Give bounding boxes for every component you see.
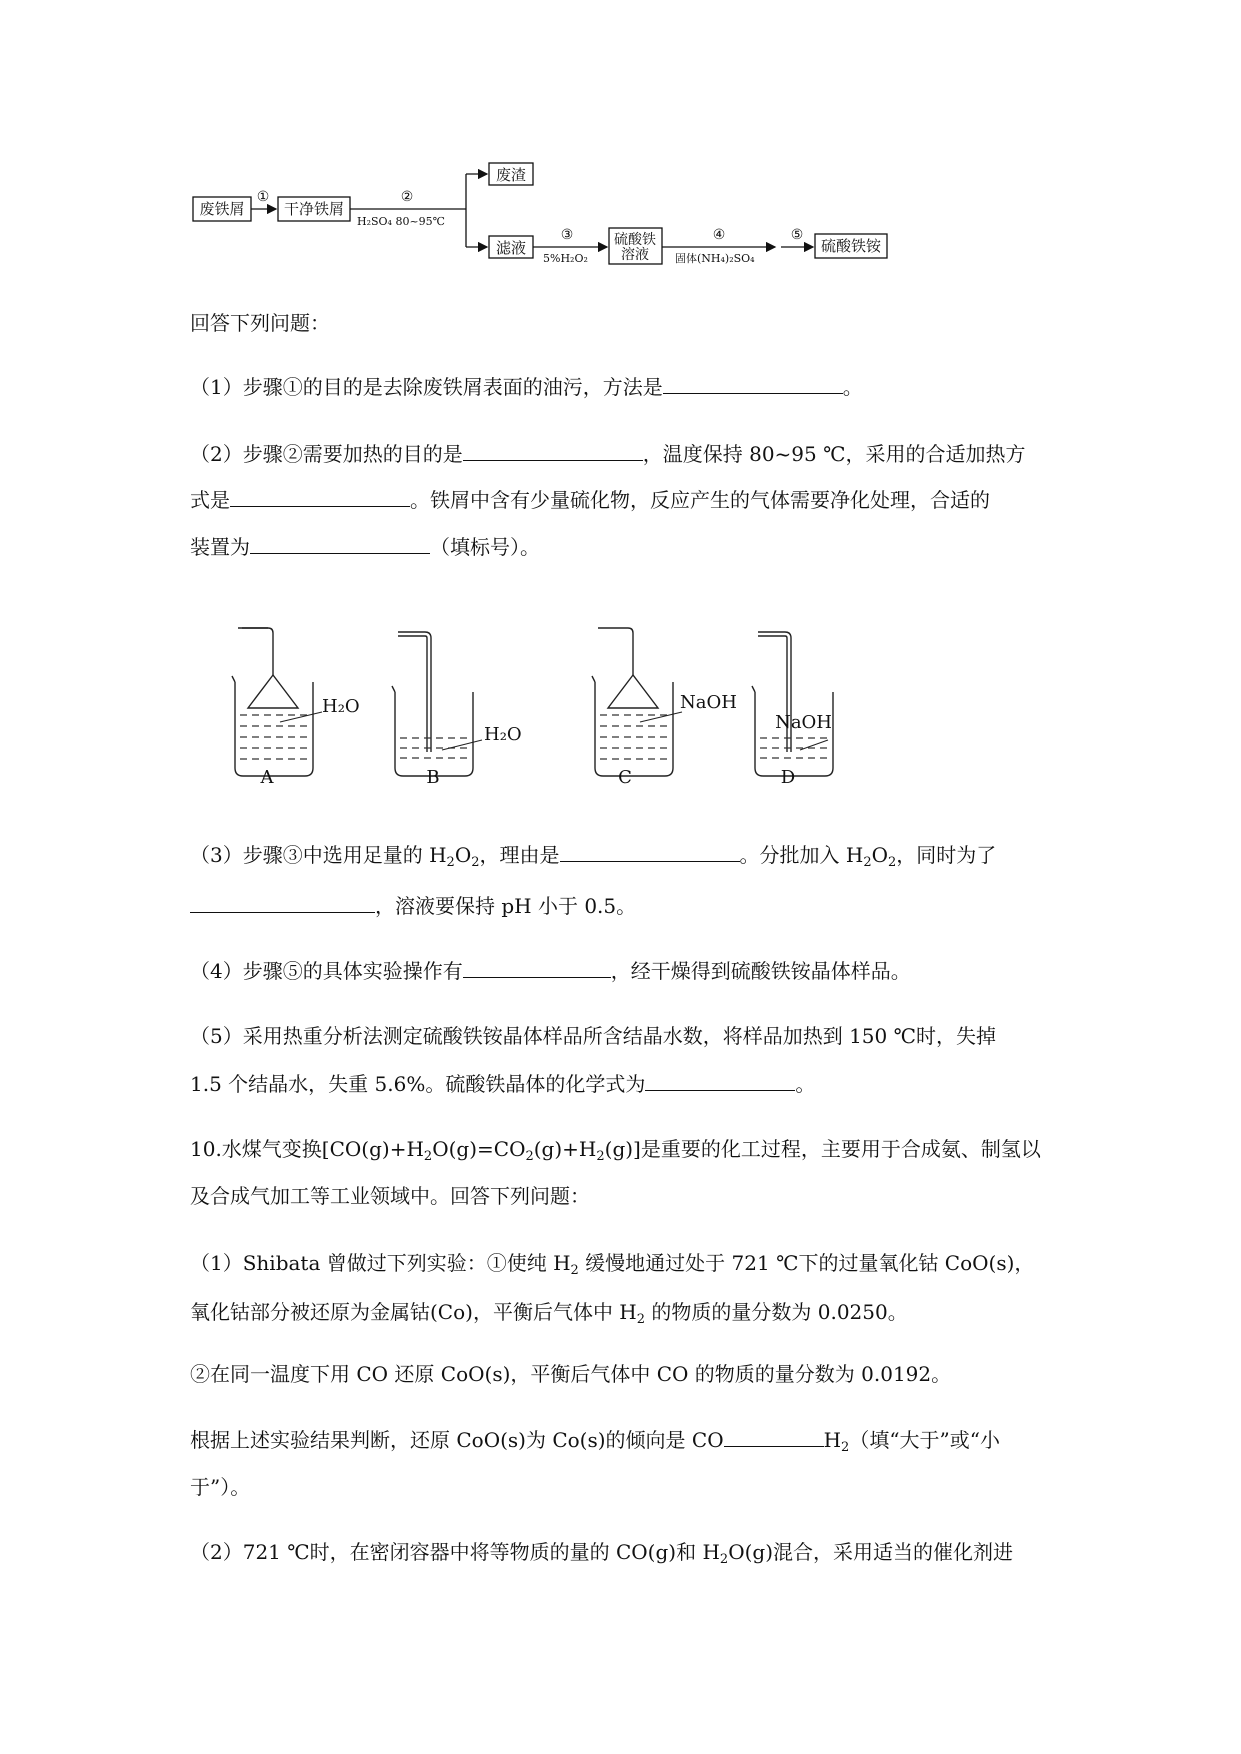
question-2-line-1: （2）步骤②需要加热的目的是 ，温度保持 80~95 ℃，采用的合适加热方: [190, 442, 1026, 466]
box-waste-iron-label: 废铁屑: [199, 200, 245, 218]
problem-10-q1-line-3: ②在同一温度下用 CO 还原 CoO(s)，平衡后气体中 CO 的物质的量分数为 0.0192。: [190, 1362, 952, 1386]
step-1-marker: ①: [256, 189, 270, 205]
question-3-line-1: （3）步骤③中选用足量的 $H_2O_2$，理由是 。分批加入 $H_2O_2$，同时为了: [190, 843, 997, 870]
problem-10-line-1: 10.水煤气变换$[CO(g)+H_2O(g)=CO_2(g)+H_2(g)]$是重要的化工过程，主要用于合成氨、制氢以: [190, 1137, 1041, 1164]
step-4-condition: 固体(NH₄)₂SO₄: [675, 252, 755, 265]
answer-blank[interactable]: [663, 373, 843, 394]
intro-text: 回答下列问题：: [190, 311, 330, 335]
step-5-marker: ⑤: [790, 227, 804, 243]
question-2-line-3: 装置为 （填标号）。: [190, 535, 540, 559]
step-4-marker: ④: [712, 227, 726, 243]
gas-absorption-apparatus: [220, 620, 840, 800]
problem-10-q1-line-2: 氧化钴部分被还原为金属钴(Co)，平衡后气体中 $H_2$ 的物质的量分数为 0.0250。: [190, 1300, 908, 1327]
problem-10-line-2: 及合成气加工等工业领域中。回答下列问题：: [190, 1184, 590, 1208]
question-5-line-1: （5）采用热重分析法测定硫酸铁铵晶体样品所含结晶水数，将样品加热到 150 ℃时，失掉: [190, 1024, 996, 1048]
answer-blank[interactable]: [645, 1070, 795, 1091]
box-iron-sulfate-label-1: 硫酸铁: [614, 232, 656, 248]
apparatus-c-reagent: NaOH: [680, 692, 737, 713]
box-iron-sulfate-label-2: 溶液: [621, 247, 649, 263]
question-3-line-2: ，溶液要保持 pH 小于 0.5。: [190, 892, 636, 920]
answer-blank[interactable]: [560, 841, 740, 862]
question-1: （1）步骤①的目的是去除废铁屑表面的油污，方法是 。: [190, 375, 863, 399]
answer-blank[interactable]: [463, 957, 611, 978]
step-2-condition: H₂SO₄ 80~95℃: [357, 215, 445, 228]
question-5-line-2: 1.5 个结晶水，失重 5.6%。硫酸铁晶体的化学式为 。: [190, 1072, 816, 1096]
answer-blank[interactable]: [250, 533, 430, 554]
apparatus-a-reagent: H₂O: [322, 696, 360, 717]
apparatus-d-reagent: NaOH: [775, 712, 832, 733]
apparatus-d-label: D: [780, 767, 796, 788]
box-clean-iron-label: 干净铁屑: [283, 200, 345, 218]
box-residue-label: 废渣: [495, 166, 527, 184]
answer-blank[interactable]: [463, 440, 643, 461]
answer-blank[interactable]: [190, 892, 375, 913]
apparatus-b-reagent: H₂O: [484, 724, 522, 745]
problem-10-q1-line-4: 根据上述实验结果判断，还原 CoO(s)为 Co(s)的倾向是 CO $H_2$（填“大于”或“小: [190, 1428, 1001, 1455]
answer-blank[interactable]: [724, 1426, 824, 1447]
problem-10-q2-line-1: （2）721 ℃时，在密闭容器中将等物质的量的 CO(g)和 $H_2O(g)$混合，采用适当的催化剂进: [190, 1540, 1013, 1567]
step-3-condition: 5%H₂O₂: [543, 252, 588, 265]
step-3-marker: ③: [560, 227, 574, 243]
question-4: （4）步骤⑤的具体实验操作有 ，经干燥得到硫酸铁铵晶体样品。: [190, 959, 911, 983]
answer-blank[interactable]: [230, 486, 410, 507]
box-ammonium-iron-sulfate-label: 硫酸铁铵: [820, 237, 882, 255]
box-filtrate-label: 滤液: [495, 239, 527, 257]
apparatus-b-label: B: [426, 767, 440, 788]
apparatus-c-label: C: [618, 767, 632, 788]
process-flowchart: [0, 0, 1241, 280]
apparatus-a-label: A: [260, 767, 274, 788]
question-2-line-2: 式是 。铁屑中含有少量硫化物，反应产生的气体需要净化处理，合适的: [190, 488, 990, 512]
problem-10-q1-line-1: （1）Shibata 曾做过下列实验：①使纯 $H_2$ 缓慢地通过处于 721 ℃下的过量氧化钴 CoO(s)，: [190, 1251, 1035, 1278]
problem-10-q1-line-5: 于”）。: [190, 1475, 251, 1499]
step-2-marker: ②: [400, 189, 414, 205]
